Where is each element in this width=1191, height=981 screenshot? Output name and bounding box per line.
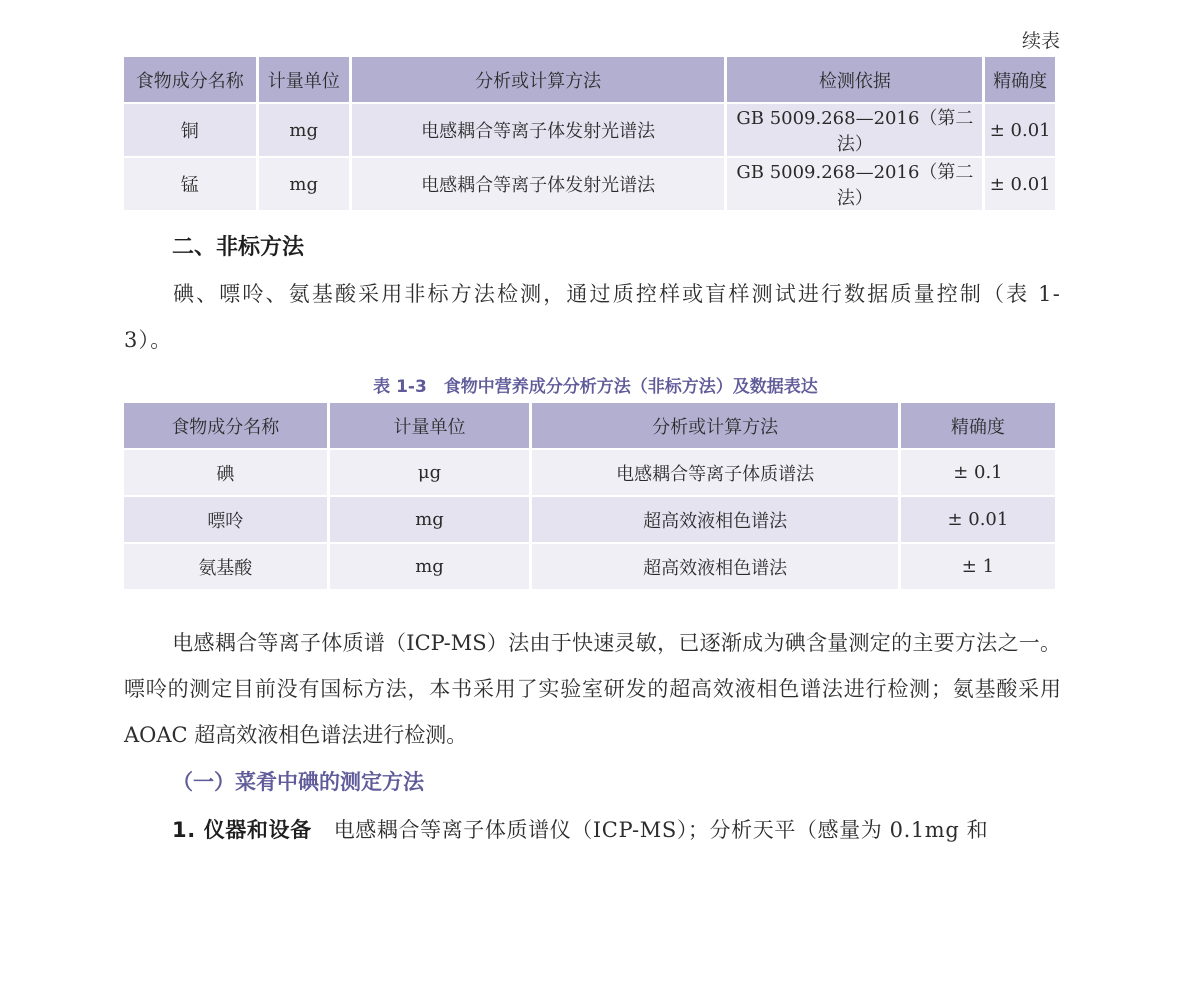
cell-component: 锰 (124, 158, 256, 212)
header-food-component: 食物成分名称 (124, 403, 327, 450)
section-heading: 二、非标方法 (172, 235, 305, 260)
cell-component: 嘌呤 (124, 497, 327, 544)
composition-method-table-continued (121, 57, 1058, 212)
cell-method: 超高效液相色谱法 (532, 497, 897, 544)
cell-precision: ± 0.01 (985, 104, 1055, 158)
cell-basis: GB 5009.268—2016（第二法） (727, 104, 982, 158)
cell-component: 铜 (124, 104, 256, 158)
item-lead: 1. 仪器和设备 (172, 818, 312, 842)
paragraph-instruments (124, 807, 1061, 853)
header-food-component: 食物成分名称 (124, 57, 256, 104)
header-method: 分析或计算方法 (532, 403, 897, 450)
header-unit: 计量单位 (259, 57, 349, 104)
header-method: 分析或计算方法 (352, 57, 725, 104)
paragraph-text: 碘、嘌呤、氨基酸采用非标方法检测，通过质控样或盲样测试进行数据质量控制（表 1-3）。 (124, 282, 1061, 352)
cell-unit: mg (330, 544, 530, 591)
cell-unit: mg (259, 104, 349, 158)
cell-precision: ± 0.1 (901, 450, 1055, 497)
continued-table-label: 续表 (1021, 30, 1060, 52)
paragraph-text: 电感耦合等离子体质谱（ICP-MS）法由于快速灵敏，已逐渐成为碘含量测定的主要方法之一。嘌呤的测定目前没有国标方法，本书采用了实验室研发的超高效液相色谱法进行检测；氨基酸采用 AOAC 超高效液相色谱法进行检测。 (124, 631, 1061, 747)
cell-unit: μg (330, 450, 530, 497)
paragraph-icp-ms (124, 620, 1061, 758)
cell-method: 电感耦合等离子体发射光谱法 (352, 104, 725, 158)
cell-component: 氨基酸 (124, 544, 327, 591)
cell-method: 电感耦合等离子体质谱法 (532, 450, 897, 497)
paragraph-nonstandard-methods (124, 271, 1061, 363)
cell-component: 碘 (124, 450, 327, 497)
table-row (124, 450, 1055, 497)
table-caption: 表 1-3 食物中营养成分分析方法（非标方法）及数据表达 (373, 377, 818, 397)
cell-unit: mg (259, 158, 349, 212)
table-row (124, 104, 1055, 158)
cell-basis: GB 5009.268—2016（第二法） (727, 158, 982, 212)
item-text: 电感耦合等离子体质谱仪（ICP-MS）；分析天平（感量为 0.1mg 和 (333, 818, 989, 842)
cell-precision: ± 1 (901, 544, 1055, 591)
sub-heading: （一）菜肴中碘的测定方法 (172, 770, 424, 794)
table-1-3 (121, 403, 1058, 591)
table-header-row (124, 403, 1055, 450)
cell-unit: mg (330, 497, 530, 544)
cell-method: 超高效液相色谱法 (532, 544, 897, 591)
header-unit: 计量单位 (330, 403, 530, 450)
header-precision: 精确度 (901, 403, 1055, 450)
table-row (124, 544, 1055, 591)
cell-precision: ± 0.01 (985, 158, 1055, 212)
table-row (124, 497, 1055, 544)
table-header-row (124, 57, 1055, 104)
cell-method: 电感耦合等离子体发射光谱法 (352, 158, 725, 212)
header-basis: 检测依据 (727, 57, 982, 104)
header-precision: 精确度 (985, 57, 1055, 104)
cell-precision: ± 0.01 (901, 497, 1055, 544)
table-row (124, 158, 1055, 212)
